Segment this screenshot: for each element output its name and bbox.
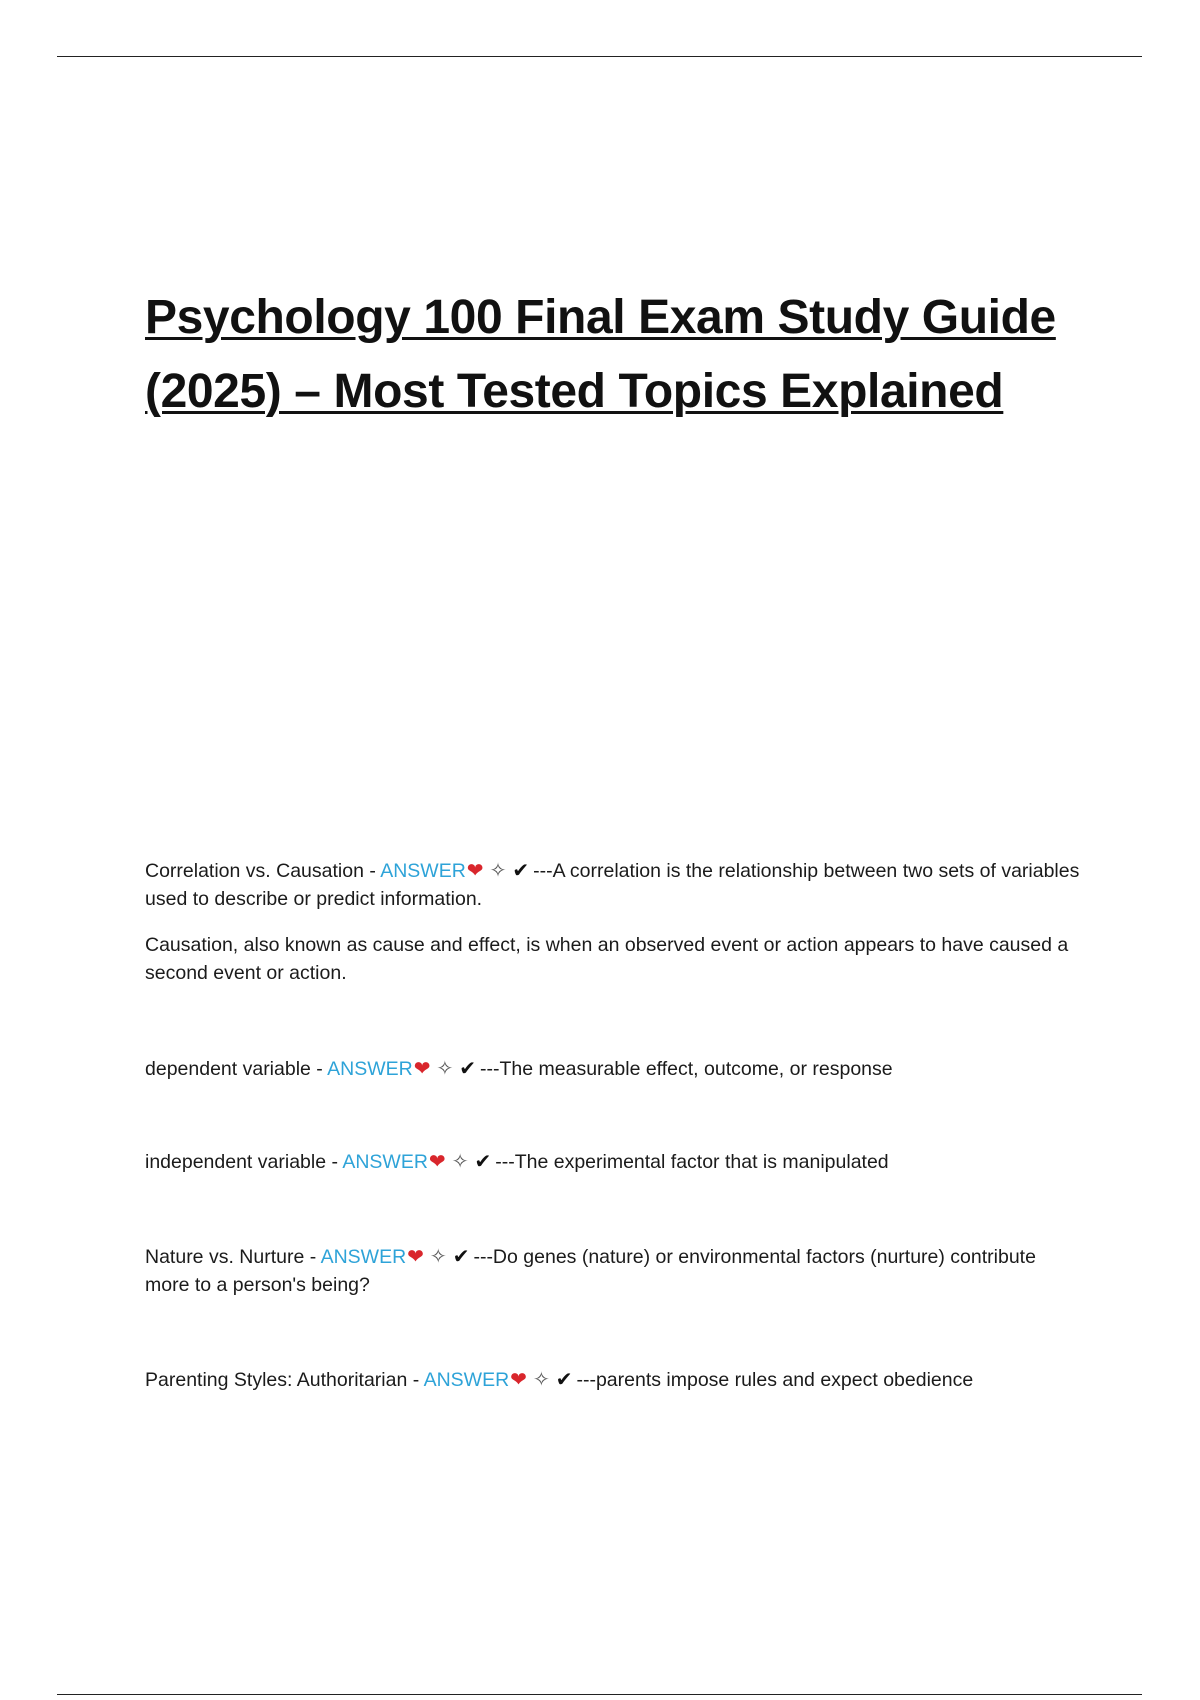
term-label: Nature vs. Nurture -	[145, 1246, 321, 1268]
qa-entry-independent-variable	[145, 1148, 1085, 1176]
definition-text: ---parents impose rules and expect obedience	[576, 1369, 974, 1391]
definition-text: ---Do genes (nature) or environmental factors (nurture) contribute more to a person's being?	[145, 1246, 1036, 1296]
term-label: independent variable -	[145, 1151, 343, 1173]
check-icon: ✔	[474, 1151, 492, 1173]
definition-text: ---The experimental factor that is manipulated	[495, 1151, 889, 1173]
heart-icon: ❤	[407, 1246, 424, 1268]
heart-icon: ❤	[510, 1369, 527, 1391]
definition-text: ---The measurable effect, outcome, or response	[480, 1058, 893, 1080]
answer-label: ANSWER	[342, 1151, 428, 1173]
qa-entry-parenting-styles	[145, 1366, 1085, 1394]
sparkle-icon: ✧	[429, 1246, 447, 1268]
answer-label: ANSWER	[320, 1246, 407, 1268]
footer-rule	[57, 1694, 1142, 1695]
qa-entry-text	[145, 1366, 1085, 1394]
qa-entry-dependent-variable	[145, 1055, 1085, 1083]
sparkle-icon: ✧	[451, 1151, 469, 1173]
qa-entry-nature-nurture	[145, 1243, 1085, 1299]
extra-paragraph: Causation, also known as cause and effect, is when an observed event or action appears to have caused a second event or action.	[145, 934, 1069, 984]
sparkle-icon: ✧	[489, 860, 507, 882]
title-line-1: Psychology 100 Final Exam Study Guide	[145, 291, 1056, 344]
check-icon: ✔	[555, 1369, 573, 1391]
term-label: dependent variable -	[145, 1058, 328, 1080]
answer-label: ANSWER	[423, 1369, 510, 1391]
answer-label: ANSWER	[327, 1058, 413, 1080]
header-rule	[57, 56, 1142, 57]
check-icon: ✔	[512, 860, 530, 882]
sparkle-icon: ✧	[532, 1369, 550, 1391]
check-icon: ✔	[452, 1246, 470, 1268]
sparkle-icon: ✧	[436, 1058, 454, 1080]
answer-label: ANSWER	[380, 860, 466, 882]
qa-entry-text	[145, 1055, 1085, 1083]
term-label: Parenting Styles: Authoritarian -	[145, 1369, 424, 1391]
qa-entry-correlation	[145, 857, 1085, 987]
title-line-2: (2025) – Most Tested Topics Explained	[145, 365, 1004, 418]
check-icon: ✔	[459, 1058, 477, 1080]
heart-icon: ❤	[413, 1058, 431, 1080]
qa-entry-text	[145, 1148, 1085, 1176]
heart-icon: ❤	[428, 1151, 446, 1173]
definition-text: ---A correlation is the relationship between two sets of variables used to describe or predict information.	[145, 860, 1080, 910]
heart-icon: ❤	[466, 860, 484, 882]
qa-entry-text	[145, 1243, 1085, 1299]
qa-entry-text	[145, 857, 1085, 913]
term-label: Correlation vs. Causation -	[145, 860, 381, 882]
document-title	[145, 281, 1105, 429]
